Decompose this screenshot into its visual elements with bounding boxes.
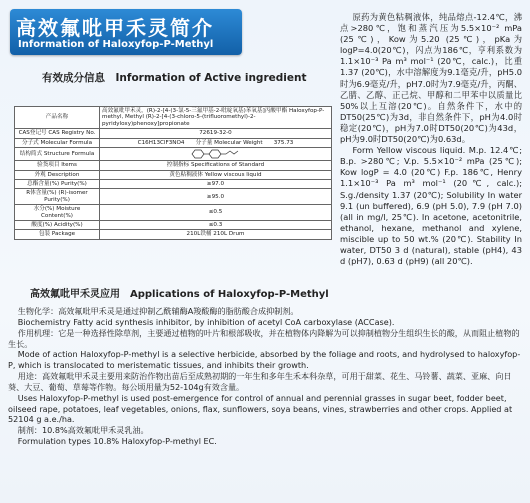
row-label: 分子式 Molecular Formula — [15, 138, 100, 147]
table-row — [15, 230, 332, 239]
app-mode-cn: 作用机理：它是一种选择性除草剂，主要通过植物的叶片和根部吸收，并在植物体内降解为可以抑制植物分生组织生长的酸，从而阻止植物的生长。 — [8, 327, 520, 349]
banner-title-en: Information of Haloxyfop-P-Methyl — [18, 39, 214, 50]
table-row — [15, 205, 332, 221]
row-value: 控制指标 Specifications of Standard — [100, 161, 332, 170]
app-biochem-cn: 生物化学：高效氟吡甲禾灵是通过抑制乙酰辅酶A羧酸酶的脂肪酸合成抑制剂。 — [17, 306, 299, 316]
app-uses-en: Uses Haloxyfop-P-methyl is used post-emergence for control of annual and perennial grasses in sugar beet, fodder beet, oilseed rape, potatoes, leaf vegetables, onions, flax, sunflowers, soya beans, vines, strawberries and other crops. Applied at 52104 g a.e./ha. — [8, 392, 513, 425]
table-row — [15, 107, 332, 129]
row-label: 水分(%) Moisture Content(%) — [15, 205, 100, 221]
applications-heading: 高效氟吡甲禾灵应用 Applications of Haloxyfop-P-Methyl — [30, 289, 329, 300]
row-label: R体含量(%) (R)-isomer Purity(%) — [15, 189, 100, 205]
row-label: 外观 Description — [15, 170, 100, 179]
row-value: C16H13ClF3NO4 分子量 Molecular Weight 375.73 — [100, 138, 332, 147]
app-biochem-en: Biochemistry Fatty acid synthesis inhibitor, by inhibition of acetyl CoA carboxylase (ACCase). — [17, 316, 395, 327]
table-row — [15, 138, 332, 147]
properties-cn: 原药为黄色粘稠液体，纯品熔点-12.4℃，沸点>280℃，饱和蒸汽压为5.5×10⁻² mPa (25℃)，Kow为5.20 (25℃)，pKa为logP=4.0(20℃)，闪点为186℃，亨利系数为1.1×10⁻³ Pa m³ mol⁻¹ (20℃，calc.)，比重1.37 (20℃)，水中溶解度为9.1毫克/升，pH5.0时为6.9毫克/升，pH7.0时为7.9毫克/升，丙酮、乙腈、乙醇、正己烷、甲醇和二甲苯中以质量比50%以上互溶(20℃)。自然条件下，水中的DT50(25℃)为3d，非自然条件下，pH为4.0时稳定(20℃)，pH为7.0时DT50(20℃)为43d，pH为9.0时DT50(20℃)为0.63d。 — [340, 12, 522, 145]
row-value: 210L铁桶 210L Drum — [100, 230, 332, 239]
row-label: 产品名称 — [15, 107, 100, 129]
row-value: ≥97.0 — [100, 179, 332, 188]
applications-text — [8, 306, 522, 447]
row-label: 验货项目 Items — [15, 161, 100, 170]
ingredient-table — [14, 106, 332, 240]
table-row — [15, 129, 332, 138]
row-label: 酸度(%) Acidity(%) — [15, 221, 100, 230]
row-value: ≤0.3 — [100, 221, 332, 230]
structure-cell — [100, 148, 332, 161]
app-formulation-en: Formulation types 10.8% Haloxyfop-P-methyl EC. — [17, 436, 217, 447]
table-row — [15, 148, 332, 161]
row-label: 总酯含量(%) Purity(%) — [15, 179, 100, 188]
row-value: 72619-32-0 — [100, 129, 332, 138]
table-row — [15, 221, 332, 230]
row-label: CAS登记号 CAS Registry No. — [15, 129, 100, 138]
title-banner — [10, 9, 242, 55]
table-row — [15, 170, 332, 179]
row-label: 结构简式 Structure Formula — [15, 148, 100, 161]
row-value: 高效氟吡甲禾灵，(R)-2-[4-(3-氯-5-三氟甲基-2-吡啶氧基)苯氧基]丙酸甲酯 Haloxyfop-P-methyl, Methyl (R)-2-[4-(3-chloro-5-(trifluoromethyl)-2-pyridyloxy)phenoxy]propionate — [100, 107, 332, 129]
properties-text — [340, 12, 522, 267]
row-value: ≥95.0 — [100, 189, 332, 205]
row-value: 黄色粘稠液体 Yellow viscous liquid — [100, 170, 332, 179]
properties-en: Form Yellow viscous liquid. M.p. 12.4℃; B.p. >280℃; V.p. 5.5×10⁻² mPa (25℃); Kow logP = 4.0 (20℃) F.p. 186℃, Henry 1.1×10⁻³ Pa m³ mol⁻¹ (20℃, calc.); S.g./density 1.37 (20℃); Solubility In water 9.1 (un buffered), 6.9 (pH 5.0), 7.9 (pH 7.0) (all in mg/l, 25℃). In acetone, acetonitrile, ethanol, hexane, methanol and xylene, miscible up to 50 wt.% (20℃). Stability In water, DT50 3 d (natural), stable (pH4), 43 d (pH7), 0.63 d (pH9) (all 20℃). — [340, 145, 522, 267]
app-mode-en: Mode of action Haloxyfop-P-methyl is a selective herbicide, absorbed by the foliage and roots, and hydrolysed to haloxyfop-P, which is translocated to meristematic tissues, and inhibits their growth. — [8, 349, 521, 371]
table-row — [15, 161, 332, 170]
structure-formula-image — [188, 149, 244, 159]
table-row — [15, 179, 332, 188]
table-row — [15, 189, 332, 205]
app-formulation-cn: 制剂：10.8%高效氟吡甲禾灵乳油。 — [17, 425, 149, 436]
row-label: 包装 Package — [15, 230, 100, 239]
active-ingredient-heading: 有效成分信息 Information of Active ingredient — [42, 72, 307, 84]
app-uses-cn: 用途：高效氟吡甲禾灵主要用来防治作物出苗后至成熟初期的一年生和多年生禾本科杂草，可用于甜菜、花生、马铃薯、蔬菜、亚麻、向日葵、大豆、葡萄、草莓等作物。每公顷用量为52-104g有效含量。 — [8, 371, 512, 392]
banner-title-cn: 高效氟吡甲禾灵简介 — [16, 16, 214, 40]
row-value: ≤0.5 — [100, 205, 332, 221]
